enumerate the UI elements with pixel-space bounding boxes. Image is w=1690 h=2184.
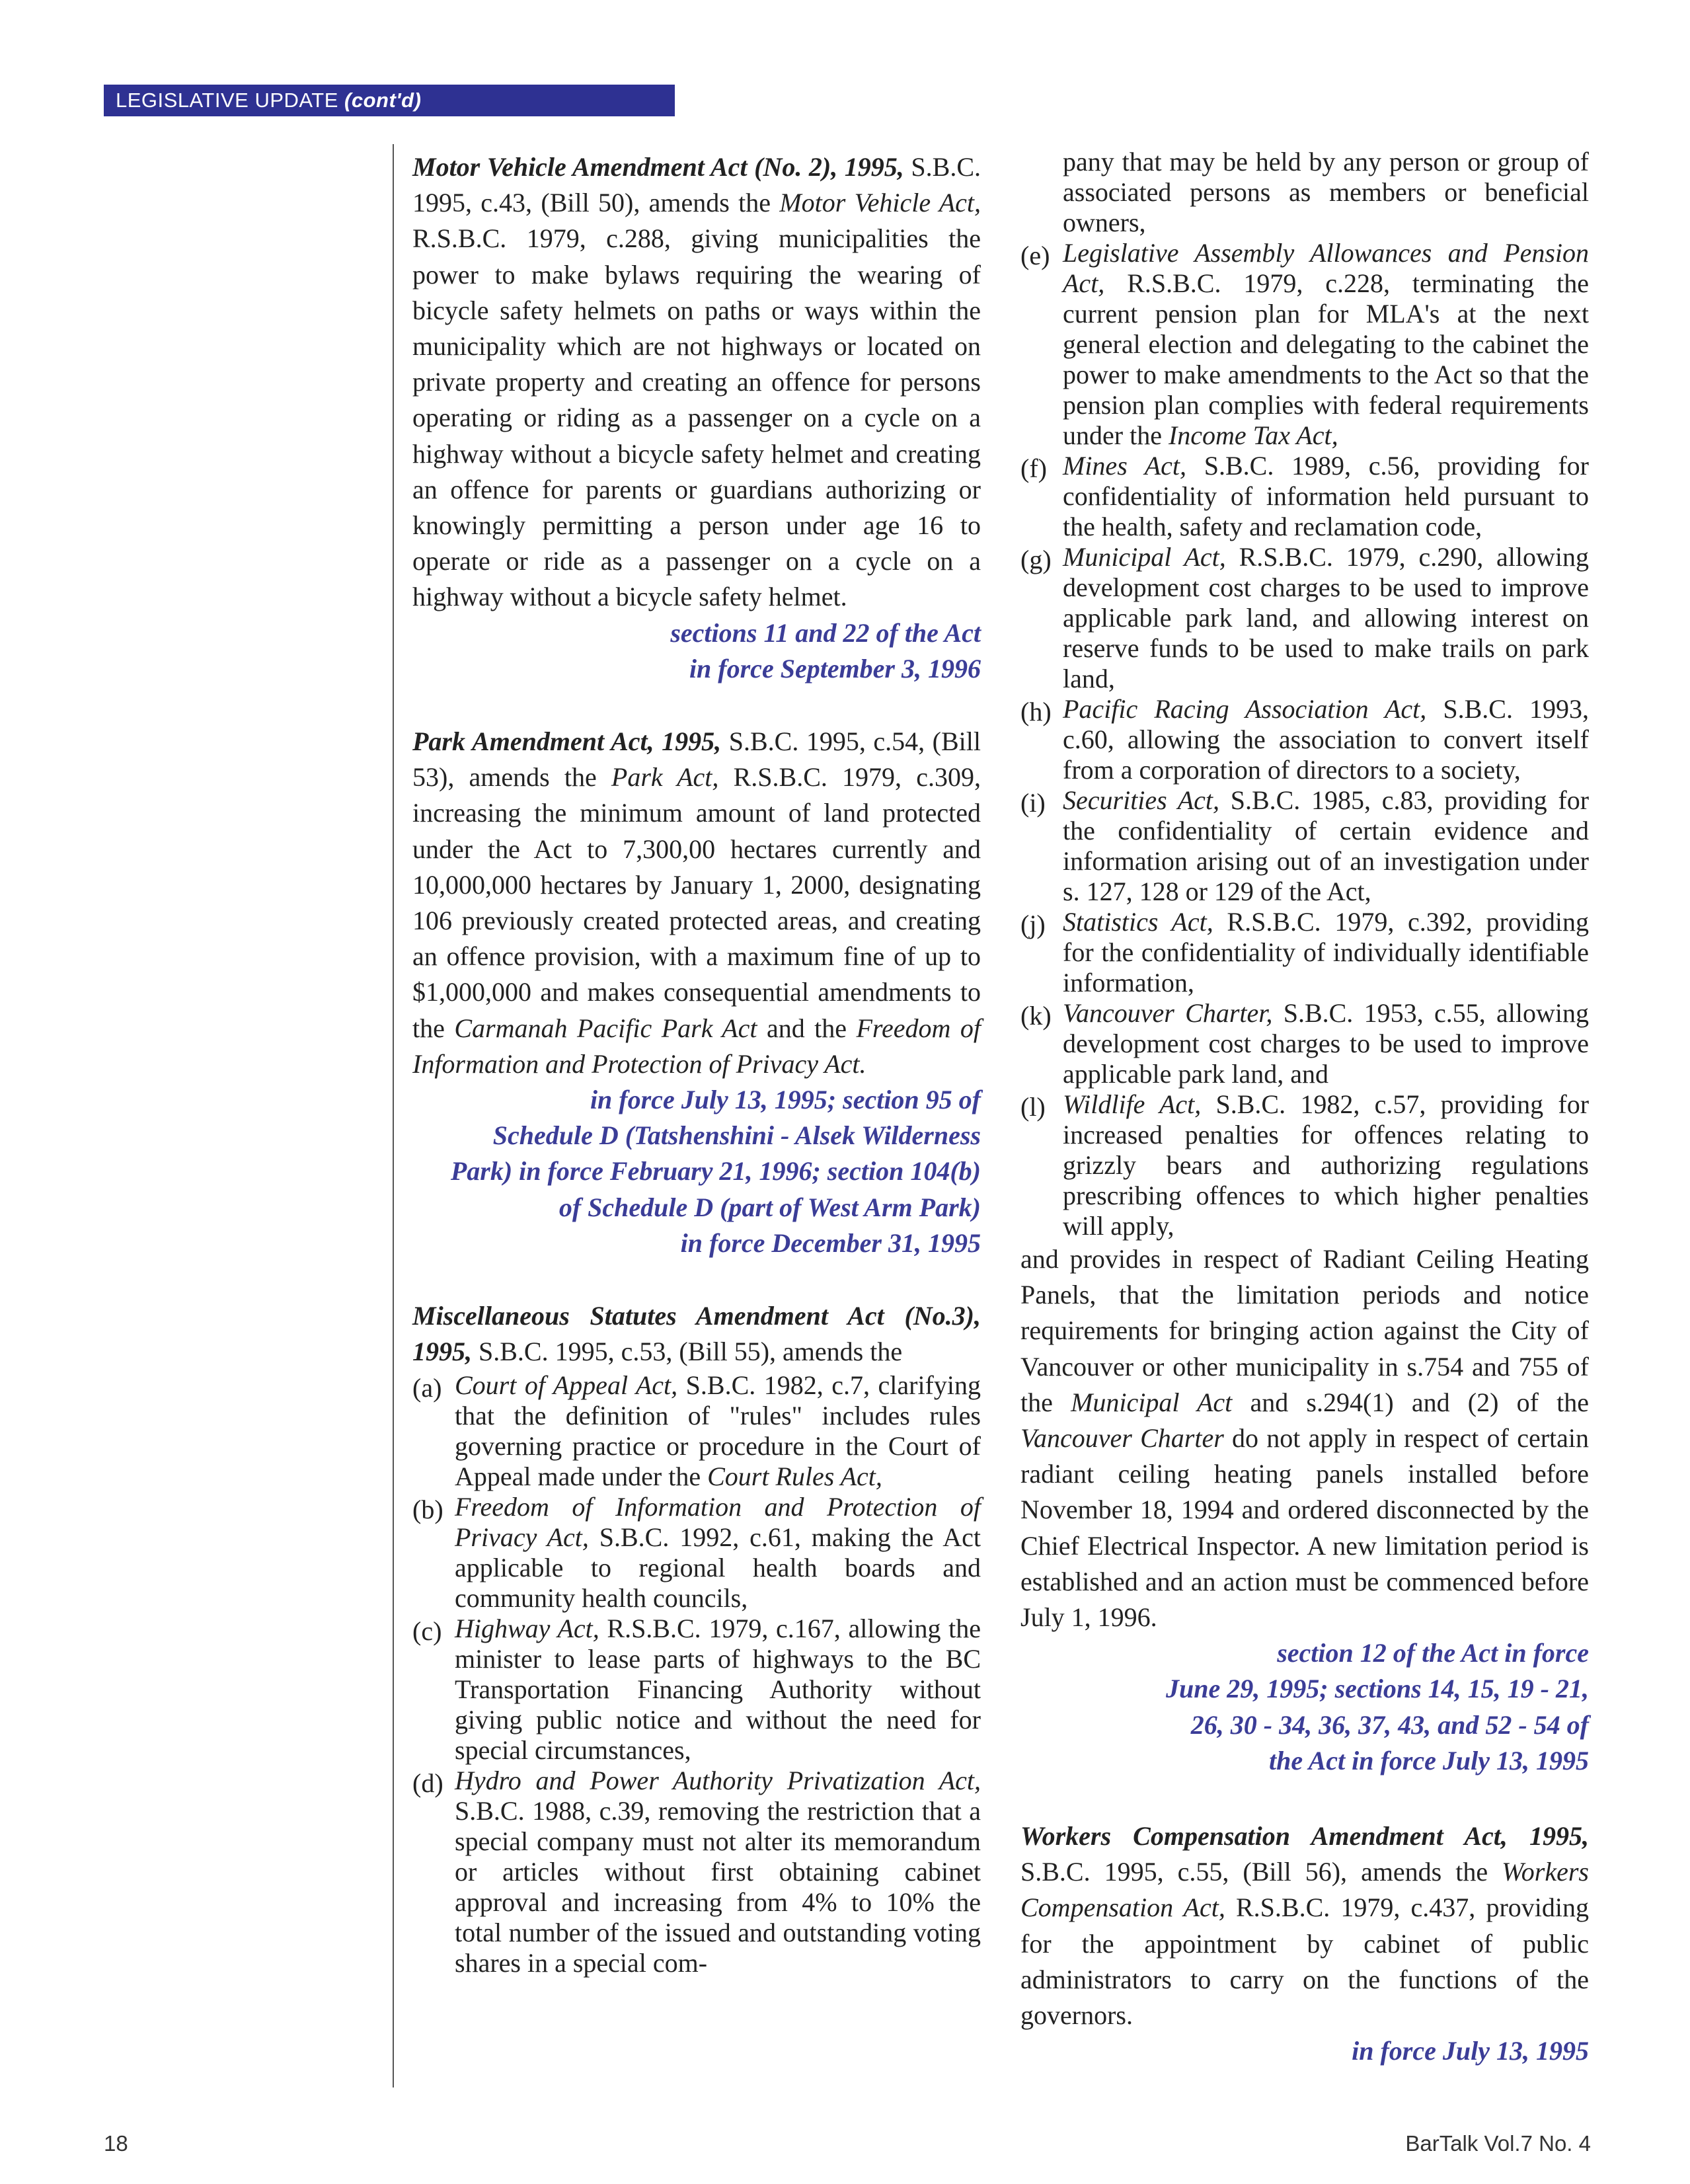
in-force-note: Schedule D (Tatshenshini - Alsek Wilderness <box>492 1120 981 1151</box>
item-label: (f) <box>1020 453 1047 483</box>
in-force-note: 26, 30 - 34, 36, 37, 43, and 52 - 54 of <box>1190 1709 1589 1740</box>
item-text: Statistics Act, R.S.B.C. 1979, c.392, providing for the confidentiality of individually identifiable information, <box>1063 907 1590 997</box>
item-label: (g) <box>1020 545 1052 574</box>
amendment-list <box>412 1370 981 1978</box>
issue-label: BarTalk Vol.7 No. 4 <box>1405 2131 1591 2156</box>
item-label: (l) <box>1020 1092 1046 1122</box>
item-label: (a) <box>412 1372 442 1403</box>
item-label: (i) <box>1020 788 1046 818</box>
list-item <box>412 1370 981 1492</box>
item-label: (k) <box>1020 1001 1052 1031</box>
item-label: (h) <box>1020 697 1052 726</box>
list-item <box>412 1766 981 1978</box>
list-item <box>412 1492 981 1614</box>
amendment-list-continued <box>1020 238 1589 1241</box>
page-number: 18 <box>104 2131 128 2156</box>
item-text: Pacific Racing Association Act, S.B.C. 1993, c.60, allowing the association to convert itself from a corporation of directors to a society, <box>1063 694 1589 785</box>
misc-statutes-entry: Miscellaneous Statutes Amendment Act (No.3), 1995, S.B.C. 1995, c.53, (Bill 55), amends the <box>412 1301 981 1367</box>
in-force-note: in force September 3, 1996 <box>689 653 981 683</box>
item-text: Freedom of Information and Protection of Privacy Act, S.B.C. 1992, c.61, making the Act applicable to regional health boards and community health councils, <box>455 1491 981 1613</box>
list-item <box>1020 907 1589 998</box>
list-item <box>1020 451 1589 542</box>
in-force-note: the Act in force July 13, 1995 <box>1268 1745 1589 1775</box>
list-item <box>1020 785 1589 907</box>
in-force-note: in force July 13, 1995 <box>1352 2036 1589 2066</box>
list-item <box>412 1614 981 1766</box>
radiant-panels-text: and provides in respect of Radiant Ceiling Heating Panels, that the limitation periods and notice requirements for bringing action against the City of Vancouver or other municipality in s.754 and 755 of the Municipal Act and s.294(1) and (2) of the Vancouver Charter do not apply in respect of certain radiant ceiling heating panels installed before November 18, 1994 and ordered disconnected by the Chief Electrical Inspector. A new limitation period is established and an action must be commenced before July 1, 1996. <box>1020 1244 1590 1633</box>
in-force-note: in force July 13, 1995; section 95 of <box>590 1085 981 1115</box>
act-title: Motor Vehicle Amendment Act (No. 2), 1995, <box>412 152 904 182</box>
act-title: Miscellaneous Statutes Amendment Act (No.3), 1995, <box>412 1301 981 1367</box>
workers-comp-entry: Workers Compensation Amendment Act, 1995, S.B.C. 1995, c.55, (Bill 56), amends the Workers Compensation Act, R.S.B.C. 1979, c.437, providing for the appointment by cabinet of public administrators to carry on the functions of the governors. <box>1020 1821 1589 2031</box>
item-text: Highway Act, R.S.B.C. 1979, c.167, allowing the minister to lease parts of highways to the BC Transportation Financing Authority without giving public notice and without the need for special circumstances, <box>455 1613 981 1765</box>
right-column <box>1020 147 1589 2069</box>
in-force-note: June 29, 1995; sections 14, 15, 19 - 21, <box>1166 1674 1589 1704</box>
item-label: (b) <box>412 1494 443 1524</box>
item-label: (d) <box>412 1768 443 1798</box>
in-force-note: section 12 of the Act in force <box>1277 1638 1589 1668</box>
item-text: Hydro and Power Authority Privatization Act, S.B.C. 1988, c.39, removing the restriction that a special company must not alter its memorandum or articles without first obtaining cabinet approval and increasing from 4% to 10% the total number of the issued and outstanding voting shares in a special com- <box>455 1765 981 1978</box>
section-banner <box>104 85 675 116</box>
in-force-note: in force December 31, 1995 <box>680 1228 981 1258</box>
item-text: Court of Appeal Act, S.B.C. 1982, c.7, clarifying that the definition of "rules" includes rules governing practice or procedure in the Court of Appeal made under the Court Rules Act, <box>455 1370 981 1491</box>
in-force-note: sections 11 and 22 of the Act <box>670 617 981 648</box>
item-text: Wildlife Act, S.B.C. 1982, c.57, providing for increased penalties for offences relating to grizzly bears and authorizing regulations prescribing offences to which higher penalties will apply, <box>1063 1089 1590 1241</box>
item-text: Municipal Act, R.S.B.C. 1979, c.290, allowing development cost charges to be used to improve applicable park land, and allowing interest on reserve funds to be used to make trails on park land, <box>1063 542 1589 693</box>
item-text: Legislative Assembly Allowances and Pension Act, R.S.B.C. 1979, c.228, terminating the current pension plan for MLA's at the next general election and delegating to the cabinet the power to make amendments to the Act so that the pension plan complies with federal requirements under the Income Tax Act, <box>1063 238 1589 450</box>
in-force-note: of Schedule D (part of West Arm Park) <box>558 1192 981 1222</box>
item-label: (c) <box>412 1616 442 1646</box>
item-text: Securities Act, S.B.C. 1985, c.83, providing for the confidentiality of certain evidence and information arising out of an investigation under s. 127, 128 or 129 of the Act, <box>1063 785 1590 906</box>
act-title: Park Amendment Act, 1995, <box>412 726 722 757</box>
park-entry: Park Amendment Act, 1995, S.B.C. 1995, c.54, (Bill 53), amends the Park Act, R.S.B.C. 1979, c.309, increasing the minimum amount of land protected under the Act to 7,300,00 hectares currently and 10,000,000 hectares by January 1, 2000, designating 106 previously created protected areas, and creating an offence provision, with a maximum fine of up to $1,000,000 and makes consequential amendments to the Carmanah Pacific Park Act and the Freedom of Information and Protection of Privacy Act. <box>412 726 981 1079</box>
motor-vehicle-entry: Motor Vehicle Amendment Act (No. 2), 1995, S.B.C. 1995, c.43, (Bill 50), amends the Motor Vehicle Act, R.S.B.C. 1979, c.288, giving municipalities the power to make bylaws requiring the wearing of bicycle safety helmets on paths or ways within the municipality which are not highways or located on private property and creating an offence for persons operating or riding as a passenger on a cycle on a highway without a bicycle safety helmet and creating an offence for parents or guardians authorizing or knowingly permitting a person under age 16 to operate or ride as a passenger on a cycle on a highway without a bicycle safety helmet. <box>412 152 981 612</box>
list-item <box>1020 1089 1589 1241</box>
left-column <box>412 149 981 1978</box>
section-title: LEGISLATIVE UPDATE <box>116 89 338 112</box>
item-text: Vancouver Charter, S.B.C. 1953, c.55, allowing development cost charges to be used to improve applicable park land, and <box>1063 998 1589 1089</box>
item-d-continued: pany that may be held by any person or group of associated persons as members or beneficial owners, <box>1063 147 1589 237</box>
list-item <box>1020 542 1589 694</box>
item-text: Mines Act, S.B.C. 1989, c.56, providing for confidentiality of information held pursuant to the health, safety and reclamation code, <box>1063 451 1590 541</box>
act-title: Workers Compensation Amendment Act, 1995, <box>1020 1821 1589 1852</box>
list-item <box>1020 998 1589 1089</box>
item-label: (j) <box>1020 910 1046 939</box>
section-cont: (cont'd) <box>344 89 422 112</box>
item-label: (e) <box>1020 241 1050 270</box>
in-force-note: Park) in force February 21, 1996; section 104(b) <box>450 1156 981 1187</box>
list-item <box>1020 238 1589 451</box>
column-rule <box>393 144 394 2087</box>
list-item <box>1020 694 1589 785</box>
